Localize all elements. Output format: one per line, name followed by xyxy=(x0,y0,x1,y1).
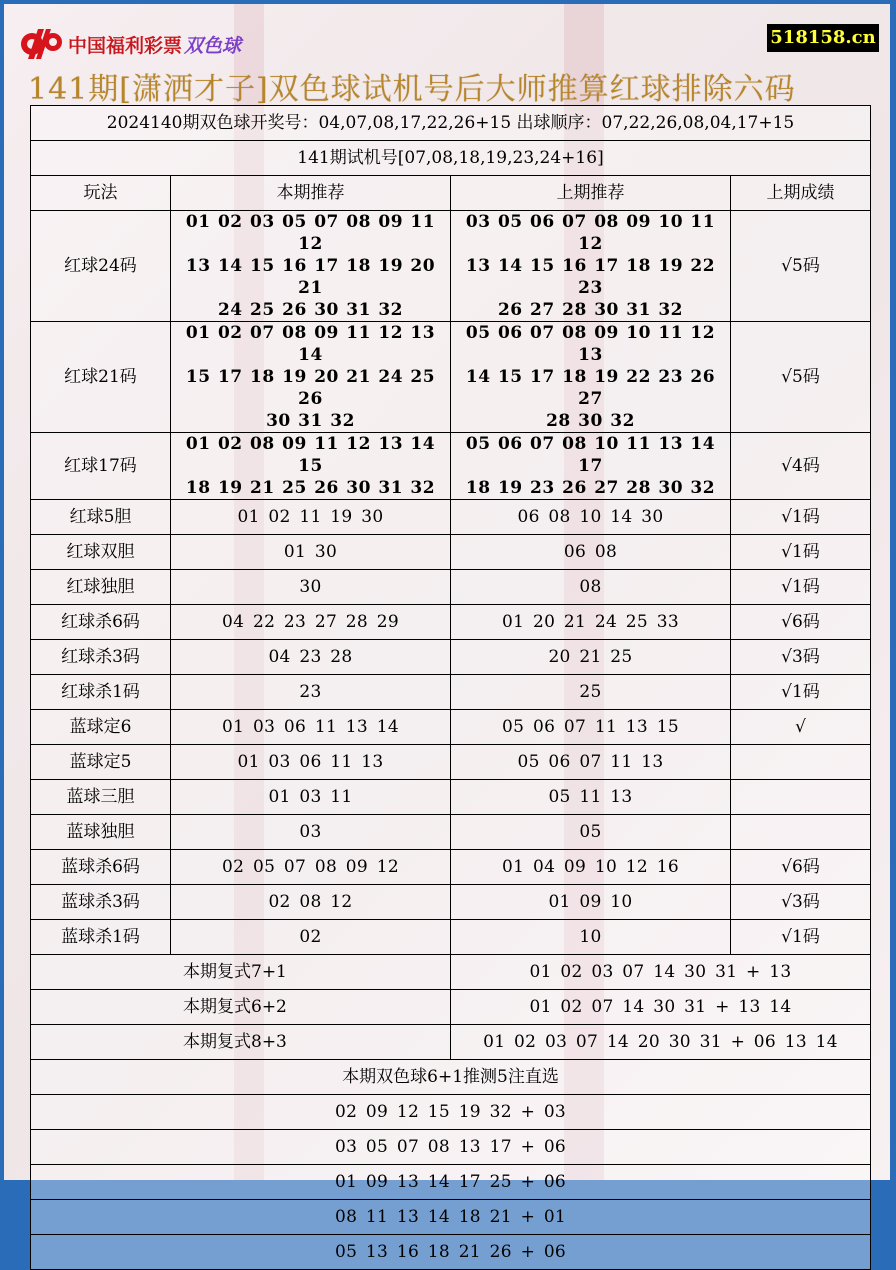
previous-cell xyxy=(451,920,731,955)
table-header xyxy=(31,176,871,211)
prediction-table xyxy=(30,105,871,1270)
method-cell: 红球杀1码 xyxy=(31,675,171,710)
table-row xyxy=(31,710,871,745)
table-row xyxy=(31,780,871,815)
number-line: 10 xyxy=(579,927,602,947)
number-line: 06 08 xyxy=(563,542,618,562)
number-line: 02 05 07 08 09 12 xyxy=(222,857,399,877)
previous-cell xyxy=(451,850,731,885)
draw-result: 2024140期双色球开奖号：04,07,08,17,22,26+15 出球顺序：07,22,26,08,04,17+15 xyxy=(31,106,871,141)
number-line: 13 14 15 16 17 18 19 22 23 xyxy=(465,256,716,298)
result-cell: √1码 xyxy=(731,675,871,710)
compound-value: 01 02 07 14 30 31 + 13 14 xyxy=(451,990,871,1025)
previous-cell xyxy=(451,710,731,745)
previous-cell xyxy=(451,322,731,433)
pick-row xyxy=(31,1165,871,1200)
number-line: 14 15 17 18 19 22 23 26 27 xyxy=(465,367,716,409)
current-cell xyxy=(171,675,451,710)
column-header-result: 上期成绩 xyxy=(731,176,871,211)
compound-label: 本期复式7+1 xyxy=(31,955,451,990)
pick-row xyxy=(31,1095,871,1130)
method-cell: 蓝球定6 xyxy=(31,710,171,745)
picks-title-row xyxy=(31,1060,871,1095)
number-line: 03 xyxy=(299,822,322,842)
number-line: 01 09 10 xyxy=(548,892,633,912)
page-title: 141期[潇洒才子]双色球试机号后大师推算红球排除六码 xyxy=(28,72,796,107)
result-cell: √ xyxy=(731,710,871,745)
compound-value: 01 02 03 07 14 20 30 31 + 06 13 14 xyxy=(451,1025,871,1060)
method-cell: 红球双胆 xyxy=(31,535,171,570)
current-cell xyxy=(171,570,451,605)
result-cell: √1码 xyxy=(731,500,871,535)
column-header-current: 本期推荐 xyxy=(171,176,451,211)
table-row xyxy=(31,745,871,780)
method-cell: 红球21码 xyxy=(31,322,171,433)
welfare-lottery-logo-icon xyxy=(20,27,64,61)
number-line: 28 30 32 xyxy=(546,411,635,431)
table-row xyxy=(31,500,871,535)
result-cell: √6码 xyxy=(731,850,871,885)
number-line: 01 04 09 10 12 16 xyxy=(502,857,679,877)
logo-text: 中国福利彩票 xyxy=(68,34,183,57)
column-header-previous: 上期推荐 xyxy=(451,176,731,211)
method-cell: 蓝球杀6码 xyxy=(31,850,171,885)
test-numbers: 141期试机号[07,08,18,19,23,24+16] xyxy=(31,141,871,176)
number-line: 30 xyxy=(299,577,322,597)
compound-row xyxy=(31,1025,871,1060)
number-line: 01 03 06 11 13 14 xyxy=(222,717,399,737)
number-line: 04 23 28 xyxy=(268,647,353,667)
table-row xyxy=(31,885,871,920)
number-line: 05 xyxy=(579,822,602,842)
result-cell: √5码 xyxy=(731,211,871,322)
current-cell xyxy=(171,885,451,920)
column-header-method: 玩法 xyxy=(31,176,171,211)
previous-cell xyxy=(451,885,731,920)
compound-value: 01 02 03 07 14 30 31 + 13 xyxy=(451,955,871,990)
current-cell xyxy=(171,500,451,535)
method-cell: 红球24码 xyxy=(31,211,171,322)
previous-cell xyxy=(451,535,731,570)
previous-cell xyxy=(451,815,731,850)
table-row xyxy=(31,535,871,570)
number-line: 05 06 07 11 13 xyxy=(517,752,664,772)
number-line: 04 22 23 27 28 29 xyxy=(222,612,399,632)
number-line: 01 30 xyxy=(283,542,338,562)
result-cell: √3码 xyxy=(731,885,871,920)
current-cell xyxy=(171,780,451,815)
previous-cell xyxy=(451,640,731,675)
previous-cell xyxy=(451,500,731,535)
table-row xyxy=(31,211,871,322)
previous-cell xyxy=(451,211,731,322)
pick-value: 05 13 16 18 21 26 + 06 xyxy=(31,1235,871,1270)
table-row xyxy=(31,640,871,675)
number-line: 15 17 18 19 20 21 24 25 26 xyxy=(185,367,436,409)
number-line: 01 03 11 xyxy=(268,787,353,807)
method-cell: 红球杀6码 xyxy=(31,605,171,640)
method-cell: 红球杀3码 xyxy=(31,640,171,675)
pick-row xyxy=(31,1130,871,1165)
site-badge[interactable]: 518158.cn xyxy=(767,24,879,52)
previous-cell xyxy=(451,675,731,710)
current-cell xyxy=(171,815,451,850)
previous-cell xyxy=(451,570,731,605)
test-number-row xyxy=(31,141,871,176)
pick-row xyxy=(31,1235,871,1270)
result-cell: √1码 xyxy=(731,535,871,570)
table-row xyxy=(31,675,871,710)
previous-cell xyxy=(451,780,731,815)
pick-value: 08 11 13 14 18 21 + 01 xyxy=(31,1200,871,1235)
draw-result-row xyxy=(31,106,871,141)
number-line: 01 02 03 05 07 08 09 11 12 xyxy=(185,212,436,254)
number-line: 18 19 23 26 27 28 30 32 xyxy=(465,478,716,498)
current-cell xyxy=(171,745,451,780)
current-cell xyxy=(171,605,451,640)
number-line: 01 03 06 11 13 xyxy=(237,752,384,772)
table-row xyxy=(31,322,871,433)
compound-row xyxy=(31,990,871,1025)
number-line: 01 02 08 09 11 12 13 14 15 xyxy=(185,434,436,476)
logo-game-name: 双色球 xyxy=(184,34,242,57)
result-cell: √5码 xyxy=(731,322,871,433)
number-line: 01 02 07 08 09 11 12 13 14 xyxy=(185,323,436,365)
current-cell xyxy=(171,850,451,885)
result-cell xyxy=(731,780,871,815)
number-line: 24 25 26 30 31 32 xyxy=(217,300,404,320)
table-row xyxy=(31,433,871,500)
number-line: 05 06 07 08 10 11 13 14 17 xyxy=(465,434,716,476)
method-cell: 蓝球定5 xyxy=(31,745,171,780)
method-cell: 蓝球杀3码 xyxy=(31,885,171,920)
number-line: 08 xyxy=(579,577,602,597)
number-line: 06 08 10 14 30 xyxy=(517,507,664,527)
result-cell: √3码 xyxy=(731,640,871,675)
result-cell xyxy=(731,745,871,780)
pick-row xyxy=(31,1200,871,1235)
number-line: 13 14 15 16 17 18 19 20 21 xyxy=(185,256,436,298)
number-line: 26 27 28 30 31 32 xyxy=(497,300,684,320)
current-cell xyxy=(171,640,451,675)
current-cell xyxy=(171,710,451,745)
result-cell: √6码 xyxy=(731,605,871,640)
method-cell: 红球独胆 xyxy=(31,570,171,605)
current-cell xyxy=(171,322,451,433)
number-line: 23 xyxy=(299,682,322,702)
current-cell xyxy=(171,211,451,322)
number-line: 05 06 07 08 09 10 11 12 13 xyxy=(465,323,716,365)
table-row xyxy=(31,920,871,955)
picks-title: 本期双色球6+1推测5注直选 xyxy=(31,1060,871,1095)
number-line: 02 xyxy=(299,927,322,947)
method-cell: 蓝球三胆 xyxy=(31,780,171,815)
table-row xyxy=(31,605,871,640)
number-line: 25 xyxy=(579,682,602,702)
method-cell: 蓝球独胆 xyxy=(31,815,171,850)
current-cell xyxy=(171,535,451,570)
current-cell xyxy=(171,920,451,955)
pick-value: 02 09 12 15 19 32 + 03 xyxy=(31,1095,871,1130)
previous-cell xyxy=(451,433,731,500)
compound-label: 本期复式6+2 xyxy=(31,990,451,1025)
current-cell xyxy=(171,433,451,500)
number-line: 05 11 13 xyxy=(548,787,633,807)
number-line: 03 05 06 07 08 09 10 11 12 xyxy=(465,212,716,254)
result-cell: √4码 xyxy=(731,433,871,500)
lottery-logo xyxy=(20,26,241,62)
pick-value: 01 09 13 14 17 25 + 06 xyxy=(31,1165,871,1200)
method-cell: 红球5胆 xyxy=(31,500,171,535)
result-cell: √1码 xyxy=(731,920,871,955)
compound-row xyxy=(31,955,871,990)
table-row xyxy=(31,850,871,885)
number-line: 05 06 07 11 13 15 xyxy=(502,717,679,737)
previous-cell xyxy=(451,745,731,780)
method-cell: 蓝球杀1码 xyxy=(31,920,171,955)
table-row xyxy=(31,815,871,850)
result-cell xyxy=(731,815,871,850)
number-line: 01 02 11 19 30 xyxy=(237,507,384,527)
number-line: 02 08 12 xyxy=(268,892,353,912)
previous-cell xyxy=(451,605,731,640)
number-line: 18 19 21 25 26 30 31 32 xyxy=(185,478,436,498)
table-row xyxy=(31,570,871,605)
method-cell: 红球17码 xyxy=(31,433,171,500)
number-line: 30 31 32 xyxy=(266,411,355,431)
compound-label: 本期复式8+3 xyxy=(31,1025,451,1060)
result-cell: √1码 xyxy=(731,570,871,605)
number-line: 01 20 21 24 25 33 xyxy=(502,612,679,632)
pick-value: 03 05 07 08 13 17 + 06 xyxy=(31,1130,871,1165)
number-line: 20 21 25 xyxy=(548,647,633,667)
